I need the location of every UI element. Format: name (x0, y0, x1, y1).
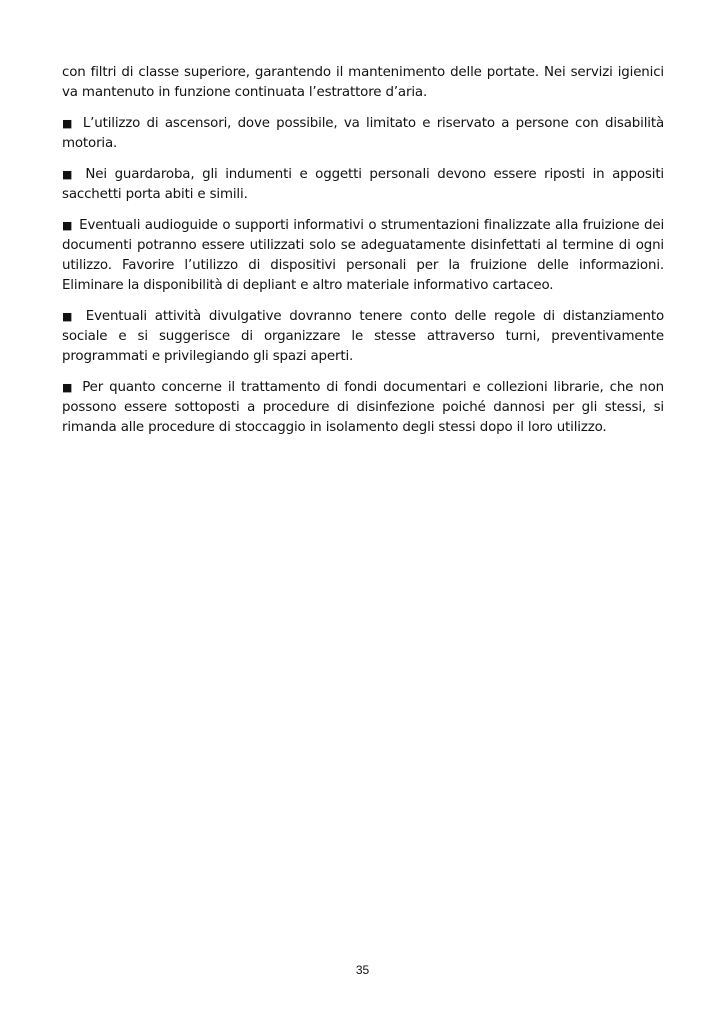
paragraph-text: Nei guardaroba, gli indumenti e oggetti personali devono essere riposti in appositi sacchetti porta abiti e simili. (62, 167, 664, 202)
bullet-paragraph-elevators (62, 114, 664, 154)
bullet-paragraph-audioguides (62, 216, 664, 296)
body-text (62, 63, 664, 449)
bullet-paragraph-collections (62, 378, 664, 438)
bullet-paragraph-activities (62, 307, 664, 367)
paragraph-text: Eventuali audioguide o supporti informativi o strumentazioni finalizzate alla fruizione dei documenti potranno essere utilizzati solo se adeguatamente disinfettati al termine di ogni utilizzo. Favorire l’utilizzo di dispositivi personali per la fruizione delle informazioni. Eliminare la disponibilità di depliant e altro materiale informativo cartaceo. (62, 218, 665, 293)
square-bullet-icon: ■ (62, 117, 75, 130)
bullet-paragraph-cloakroom (62, 165, 664, 205)
page-number: 35 (355, 963, 370, 977)
square-bullet-icon: ■ (62, 219, 73, 232)
paragraph-text: con filtri di classe superiore, garantendo il mantenimento delle portate. Nei servizi igienici va mantenuto in funzione continuata l’estrattore d’aria. (62, 65, 664, 100)
paragraph-text: L’utilizzo di ascensori, dove possibile, va limitato e riservato a persone con disabilità motoria. (62, 116, 664, 151)
square-bullet-icon: ■ (62, 168, 76, 181)
paragraph-text: Eventuali attività divulgative dovranno tenere conto delle regole di distanziamento sociale e si suggerisce di organizzare le stesse attraverso turni, preventivamente programmati e privilegiando gli spazi aperti. (62, 309, 664, 364)
square-bullet-icon: ■ (62, 310, 76, 323)
paragraph-continuation (62, 63, 664, 103)
paragraph-text: Per quanto concerne il trattamento di fondi documentari e collezioni librarie, che non possono essere sottoposti a procedure di disinfezione poiché dannosi per gli stessi, si rimanda alle procedure di stoccaggio in isolamento degli stessi dopo il loro utilizzo. (62, 380, 664, 435)
square-bullet-icon: ■ (62, 381, 75, 394)
